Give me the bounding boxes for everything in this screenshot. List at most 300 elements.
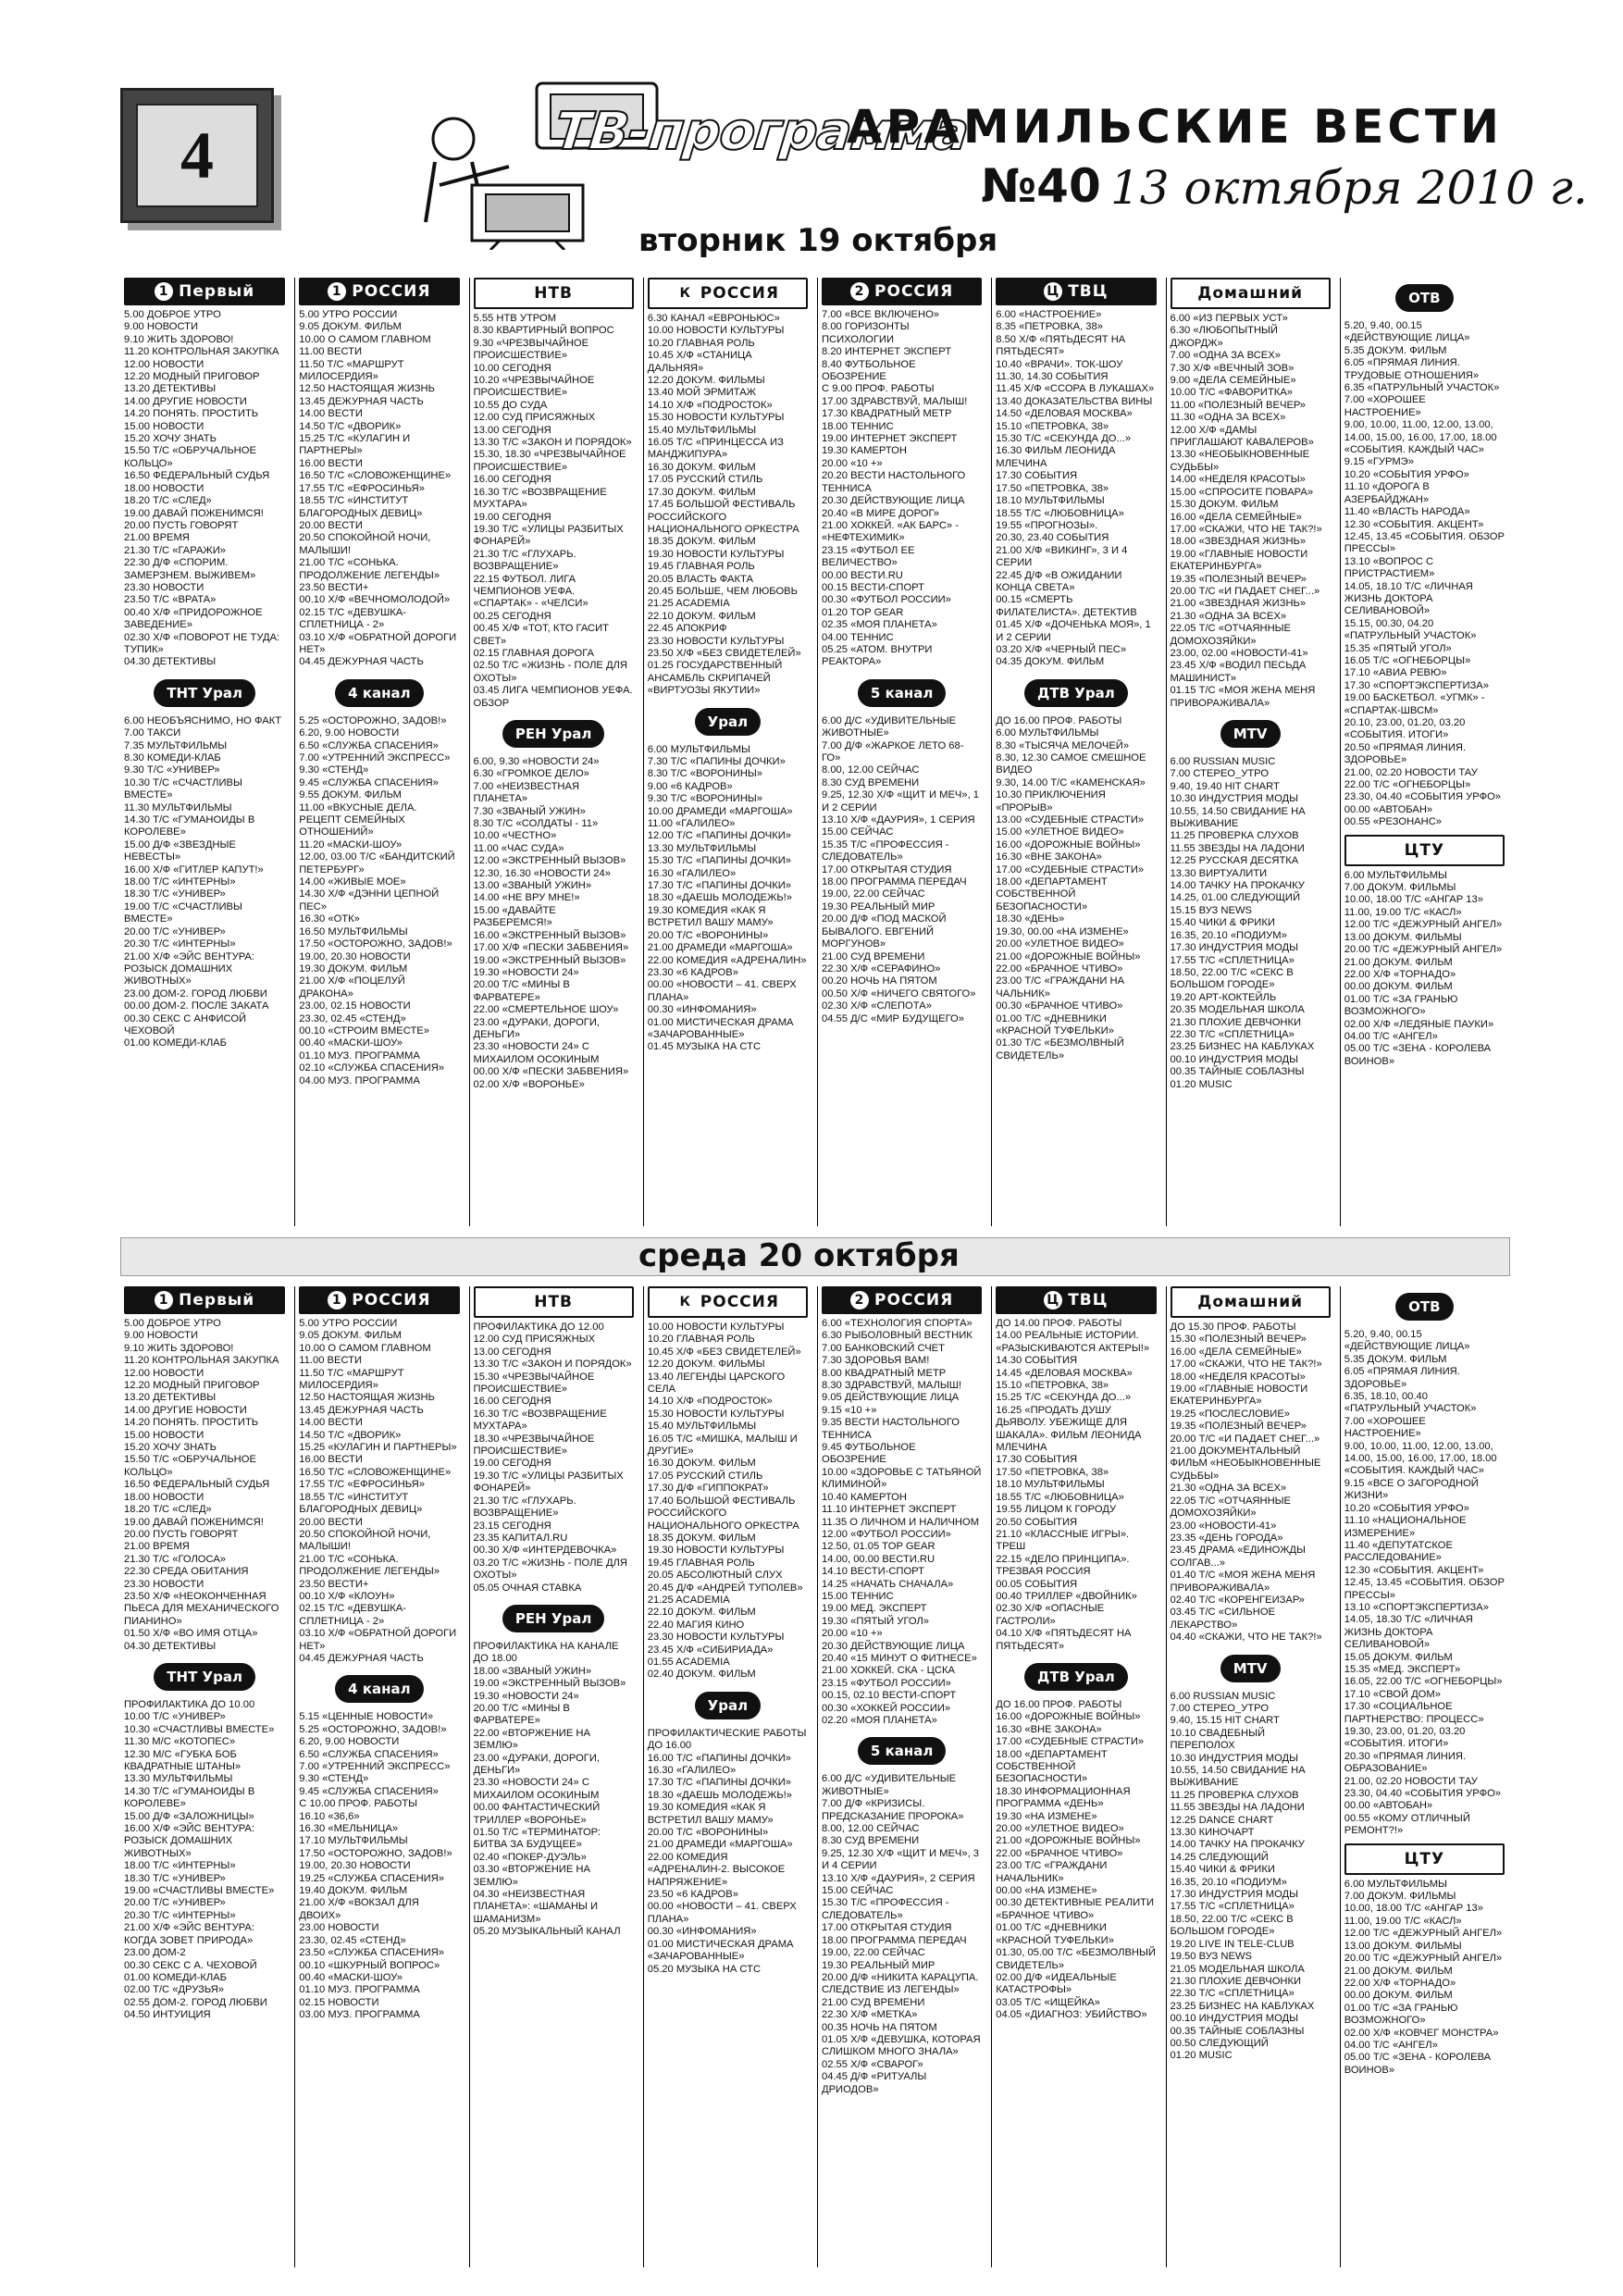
program-item: 05.25 «АТОМ. ВНУТРИ РЕАКТОРА» [822, 643, 933, 668]
program-item: 04.00 МУЗ. ПРОГРАММА [299, 1074, 420, 1086]
program-item: 02.30 Х/Ф «ОПАСНЫЕ ГАСТРОЛИ» [996, 1603, 1105, 1627]
program-item: 23.30 «НОВОСТИ 24» С МИХАИЛОМ ОСОКИНЫМ [473, 1041, 600, 1065]
channel-header [474, 1286, 634, 1318]
program-item: 20.00 Т/С «УНИВЕР» [124, 1897, 226, 1909]
program-list [996, 1699, 1156, 2022]
day-title-tuesday: вторник 19 октября [638, 222, 998, 259]
program-item: 12.00 Т/С «ДЕЖУРНЫЙ АНГЕЛ» [1344, 1928, 1503, 1940]
program-item: 14.20 ПОНЯТЬ. ПРОСТИТЬ [124, 1417, 259, 1429]
program-item: 16.30 Т/С «ВОЗВРАЩЕНИЕ МУХТАРА» [473, 486, 607, 511]
program-item: 16.30 «ГАЛИЛЕО» [647, 1765, 737, 1776]
program-item: 10.30 Т/С «СЧАСТЛИВЫ ВМЕСТЕ» [124, 776, 242, 801]
program-item: 19.00, 20.30 НОВОСТИ [299, 950, 411, 962]
program-item: 23.30 «6 КАДРОВ» [647, 966, 738, 978]
channel-column [991, 278, 1159, 1226]
program-item: 13.20 ДЕТЕКТИВЫ [124, 383, 217, 395]
program-item: 5.55 НТВ УТРОМ [473, 313, 557, 324]
program-item: 11.00 «ВКУСНЫЕ ДЕЛА. РЕЦЕПТ СЕМЕЙНЫХ ОТНОШЕНИЙ» [299, 801, 417, 838]
program-list [648, 744, 808, 1054]
program-item: 19.20 АРТ-КОКТЕЙЛЬ [1170, 991, 1277, 1003]
program-item: 17.30 СОБЫТИЯ [996, 470, 1078, 482]
program-item: 21.30 Т/С «ГАРАЖИ» [124, 544, 226, 556]
program-item: 14.05, 18.30 Т/С «ЛИЧНАЯ ЖИЗНЬ ДОКТОРА СЕЛИВАНОВОЙ» [1344, 1614, 1473, 1651]
program-item: 21.05 МОДЕЛЬНАЯ ШКОЛА [1170, 1963, 1305, 1975]
program-item: 01.55 ACADEMIA [647, 1656, 730, 1668]
program-item: 15.30 ДОКУМ. ФИЛЬМ [1170, 499, 1279, 511]
channel-block [648, 278, 808, 698]
program-item: 14.30 Х/Ф «ДЭННИ ЦЕПНОЙ ПЕС» [299, 888, 440, 912]
program-item: 14.00 «НЕДЕЛЯ КРАСОТЫ» [1170, 474, 1306, 486]
program-item: 19.40 ДОКУМ. ФИЛЬМ [299, 1885, 408, 1897]
program-item: 23.15 «ФУТБОЛ ЕЕ ВЕЛИЧЕСТВО» [822, 544, 915, 569]
program-item: 16.00 «ДЕЛА СЕМЕЙНЫЕ» [1170, 1346, 1302, 1358]
channel-column [1166, 278, 1334, 1226]
program-item: 13.45 ДЕЖУРНАЯ ЧАСТЬ [299, 1404, 424, 1416]
program-item: 11.55 ЗВЕЗДЫ НА ЛАДОНИ [1170, 1802, 1305, 1814]
program-item: 12.20 ДОКУМ. ФИЛЬМЫ [647, 1359, 765, 1371]
program-item: 14.25, 01.00 СЛЕДУЮЩИЙ [1170, 892, 1301, 904]
program-item: 00.15, 02.10 ВЕСТИ-СПОРТ [822, 1690, 957, 1702]
program-item: 16.30 ДОКУМ. ФИЛЬМ [647, 1458, 756, 1470]
program-item: 00.00 ДОМ-2. ПОСЛЕ ЗАКАТА [124, 1000, 269, 1012]
program-item: 23.00 ДОМ-2 [124, 1947, 186, 1959]
program-item: 16.00 ВЕСТИ [299, 457, 363, 469]
program-item: 12.00, 03.00 Т/С «БАНДИТСКИЙ ПЕТЕРБУРГ» [299, 851, 455, 875]
program-item: 7.00 «ХОРОШЕЕ НАСТРОЕНИЕ» [1344, 394, 1426, 418]
program-item: 15.00 Д/Ф «ЗАЛОЖНИЦЫ» [124, 1810, 254, 1822]
program-item: 02.30 Х/Ф «ПОВОРОТ НЕ ТУДА: ТУПИК» [124, 631, 280, 655]
program-item: 23.30, 02.45 «СТЕНД» [299, 1934, 406, 1946]
program-item: 13.30 Т/С «ЗАКОН И ПОРЯДОК» [473, 1359, 632, 1371]
program-item: 01.05 Х/Ф «ДЕВУШКА, КОТОРАЯ СЛИШКОМ МНОГО ЗНАЛА» [822, 2033, 981, 2058]
program-item: 21.30 ПЛОХИЕ ДЕВЧОНКИ [1170, 1975, 1302, 1987]
channel-block [124, 1658, 285, 2022]
program-item: 02.50 Т/С «ЖИЗНЬ - ПОЛЕ ДЛЯ ОХОТЫ» [473, 660, 627, 684]
channel-name: РОССИЯ [874, 1291, 954, 1309]
program-item: 23.00 «ДУРАКИ, ДОРОГИ, ДЕНЬГИ» [473, 1752, 600, 1776]
channel-logo [822, 675, 982, 712]
program-item: 21.10 «КЛАССНЫЕ ИГРЫ». ТРЕШ [996, 1528, 1130, 1553]
program-item: 05.20 МУЗЫКА НА СТС [647, 1963, 762, 1975]
program-item: 18.30 ИНФОРМАЦИОННАЯ ПРОГРАММА «ДЕНЬ» [996, 1785, 1131, 1810]
listing-grid-tuesday [120, 278, 1508, 1226]
program-item: 10.30 ПРИКЛЮЧЕНИЯ «ПРОРЫВ» [996, 789, 1106, 813]
program-item: 22.00 Х/Ф «ТОРНАДО» [1344, 1977, 1456, 1989]
program-item: 01.30, 05.00 Т/С «БЕЗМОЛВНЫЙ СВИДЕТЕЛЬ» [996, 1947, 1156, 1971]
program-item: 18.55 Т/С «ЛЮБОВНИЦА» [996, 507, 1124, 519]
program-item: 21.00 Х/Ф «ЭЙС ВЕНТУРА: РОЗЫСК ДОМАШНИХ ЖИВОТНЫХ» [124, 950, 255, 987]
program-item: 00.40 ТРИЛЛЕР «ДВОЙНИК» [996, 1590, 1137, 1602]
program-item: 04.00 Т/С «АНГЕЛ» [1344, 2039, 1438, 2051]
program-item: 02.55 Х/Ф «СВАРОГ» [822, 2058, 923, 2070]
program-item: 11.40 «ВЛАСТЬ НАРОДА» [1344, 506, 1470, 518]
program-item: 00.30 Х/Ф «ИНТЕРДЕВОЧКА» [473, 1545, 617, 1557]
program-item: 19.25 «СЛУЖБА СПАСЕНИЯ» [299, 1872, 445, 1884]
channel-name: ТВЦ [1068, 1291, 1109, 1309]
program-list [1171, 313, 1331, 710]
program-item: 15.00 ТЕННИС [822, 1590, 894, 1602]
program-item: 9.40, 15.15 HIT CHART [1170, 1715, 1280, 1727]
program-item: 10.40 КАМЕРТОН [822, 1491, 907, 1503]
channel-column [643, 1286, 812, 2267]
program-item: 17.55 Т/С «СПЛЕТНИЦА» [1170, 1901, 1295, 1913]
channel-name: ДТВ Урал [1024, 679, 1128, 707]
program-item: 13.30 «НЕОБЫКНОВЕННЫЕ СУДЬБЫ» [1170, 449, 1310, 473]
program-item: 20.30 ДЕЙСТВУЮЩИЕ ЛИЦА [822, 1640, 965, 1652]
program-item: 8.30 Т/С «ВОРОНИНЫ» [647, 768, 763, 780]
channel-badge: К [676, 1293, 695, 1311]
program-item: 6.50 «СЛУЖБА СПАСЕНИЯ» [299, 1748, 439, 1760]
program-item: 19.30 «ПЯТЫЙ УГОЛ» [822, 1615, 930, 1627]
program-item: 18.00 ПРОГРАММА ПЕРЕДАЧ [822, 1934, 967, 1946]
program-item: 21.00 ДРАМЕДИ «МАРГОША» [647, 942, 793, 954]
program-list [648, 313, 808, 698]
program-item: 7.00 «УТРЕННИЙ ЭКСПРЕСС» [299, 752, 451, 763]
program-item: 23.15 «ФУТБОЛ РОССИИ» [822, 1677, 951, 1689]
program-item: 17.55 Т/С «ЕФРОСИНЬЯ» [299, 1479, 425, 1491]
program-item: 14.30 СОБЫТИЯ [996, 1355, 1078, 1367]
program-item: 6.00 МУЛЬТФИЛЬМЫ [647, 743, 750, 755]
program-item: 7.00 ТАКСИ [124, 727, 181, 739]
program-item: 15.35 «МЕД. ЭКСПЕРТ» [1344, 1663, 1461, 1675]
channel-name: Урал [695, 708, 761, 736]
program-item: 21.30 Т/С «ГОЛОСА» [124, 1553, 227, 1565]
program-item: 18.30 «ДАЕШЬ МОЛОДЕЖЬ!» [647, 1789, 793, 1801]
program-item: 7.00 «ВСЕ ВКЛЮЧЕНО» [822, 309, 940, 320]
channel-block [1344, 1843, 1505, 2078]
program-item: 13.00 СЕГОДНЯ [473, 1346, 551, 1358]
program-item: 21.00 Х/Ф «ВИКИНГ», 3 И 4 СЕРИИ [996, 544, 1128, 569]
channel-header [474, 278, 634, 309]
program-item: 14.00 ВЕСТИ [299, 1417, 363, 1429]
channel-block [474, 1600, 634, 1939]
page-number-box [120, 88, 274, 223]
program-item: 03.20 Т/С «ЖИЗНЬ - ПОЛЕ ДЛЯ ОХОТЫ» [473, 1557, 627, 1582]
program-item: 19.00 СЕГОДНЯ [473, 511, 551, 523]
program-item: 18.30 «ДЕНЬ» [996, 913, 1065, 925]
program-item: 01.10 МУЗ. ПРОГРАММА [299, 1984, 420, 1996]
program-item: 12.00 СУД ПРИСЯЖНЫХ [473, 412, 596, 424]
program-item: 11.20 «МАСКИ-ШОУ» [299, 838, 403, 850]
program-item: 11.00 «ГАЛИЛЕО» [647, 818, 736, 830]
program-item: 20.05 ВЛАСТЬ ФАКТА [647, 573, 753, 585]
program-item: 19.30 РЕАЛЬНЫЙ МИР [822, 900, 935, 912]
program-item: 23.30 НОВОСТИ КУЛЬТУРЫ [647, 635, 785, 647]
program-item: 14.00 «ЖИВЫЕ МОЕ» [299, 876, 406, 888]
program-item: 8.00 ГОРИЗОНТЫ ПСИХОЛОГИИ [822, 321, 910, 345]
program-item: 21.30 Т/С «ГЛУХАРЬ. ВОЗВРАЩЕНИЕ» [473, 548, 576, 573]
program-item: 8.30 Т/С «СОЛДАТЫ - 11» [473, 818, 599, 830]
program-item: 15.00 Д/Ф «ЗВЕЗДНЫЕ НЕВЕСТЫ» [124, 838, 236, 863]
program-list [124, 1699, 285, 2022]
program-item: 15.00 НОВОСТИ [124, 420, 204, 432]
program-item: 23.50 Х/Ф «НЕОКОНЧЕННАЯ ПЬЕСА ДЛЯ МЕХАНИЧЕСКОГО ПИАНИНО» [124, 1590, 279, 1627]
program-item: 16.30 ФИЛЬМ ЛЕОНИДА МЛЕЧИНА [996, 445, 1116, 469]
program-item: 5.20, 9.40, 00.15 «ДЕЙСТВУЮЩИЕ ЛИЦА» [1344, 320, 1470, 344]
program-item: 15.15 ВУЗ NEWS [1170, 904, 1252, 916]
channel-column [817, 278, 985, 1226]
program-item: 7.00 СТЕРЕО_УТРО [1170, 768, 1270, 780]
program-item: 16.00 СЕГОДНЯ [473, 1396, 551, 1408]
program-item: 9.10 ЖИТЬ ЗДОРОВО! [124, 1342, 234, 1354]
program-item: 16.30 «ГАЛИЛЕО» [647, 867, 737, 879]
program-item: 15.00 «ДАВАЙТЕ РАЗБЕРЕМСЯ!» [473, 904, 556, 929]
program-item: 17.30 Т/С «ПАПИНЫ ДОЧКИ» [647, 880, 792, 892]
program-item: 00.05 СОБЫТИЯ [996, 1578, 1078, 1590]
program-item: 19.00 СЕГОДНЯ [473, 1458, 551, 1470]
program-item: 17.40 БОЛЬШОЙ ФЕСТИВАЛЬ РОССИЙСКОГО НАЦИОНАЛЬНОГО ОРКЕСТРА [647, 1495, 799, 1532]
program-item: 02.55 ДОМ-2. ГОРОД ЛЮБВИ [124, 1996, 267, 2008]
program-item: 10.20 «СОБЫТИЯ УРФО» [1344, 468, 1469, 480]
program-item: 6.05 «ПРЯМАЯ ЛИНИЯ. ЗДОРОВЬЕ» [1344, 1366, 1460, 1390]
program-item: 17.30 ДОКУМ. ФИЛЬМ [647, 486, 756, 498]
program-item: 22.10 ДОКУМ. ФИЛЬМ [647, 610, 756, 622]
program-item: 8.30, 12.30 САМОЕ СМЕШНОЕ ВИДЕО [996, 752, 1146, 776]
program-item: 04.35 ДОКУМ. ФИЛЬМ [996, 656, 1105, 668]
program-item: 6.00 RUSSIAN MUSIC [1170, 756, 1276, 767]
program-item: 5.35 ДОКУМ. ФИЛЬМ [1344, 344, 1447, 356]
program-list [1171, 1322, 1331, 1644]
program-item: 20.50 СПОКОЙНОЙ НОЧИ, МАЛЫШИ! [299, 532, 431, 556]
program-item: 00.35 ТАЙНЫЕ СОБЛАЗНЫ [1170, 1066, 1305, 1078]
program-item: 9.00 НОВОСТИ [124, 1330, 199, 1342]
program-item: 14.10 Х/Ф «ПОДРОСТОК» [647, 399, 773, 411]
program-item: 10.20 ГЛАВНАЯ РОЛЬ [647, 337, 755, 349]
channel-column [294, 1286, 463, 2267]
program-item: 22.30 Т/С «СПЛЕТНИЦА» [1170, 1988, 1295, 2000]
channel-badge: К [676, 284, 695, 303]
program-item: 14.00 ВЕСТИ [299, 408, 363, 420]
program-item: 00.00 ВЕСТИ.RU [822, 569, 903, 581]
program-item: 6.35 «ПАТРУЛЬНЫЙ УЧАСТОК» [1344, 382, 1500, 394]
program-item: 15.10 «ПЕТРОВКА, 38» [996, 420, 1109, 432]
program-item: 01.50 Х/Ф «ВО ИМЯ ОТЦА» [124, 1628, 258, 1640]
channel-column [120, 278, 289, 1226]
program-item: 04.55 Д/С «МИР БУДУЩЕГО» [822, 1012, 964, 1024]
channel-block [474, 1286, 634, 1595]
program-item: 00.35 НОЧЬ НА ПЯТОМ [822, 2021, 937, 2033]
program-item: 20.50 «ПРЯМАЯ ЛИНИЯ. ЗДОРОВЬЕ» [1344, 741, 1467, 766]
program-item: 14.00 «НЕ ВРУ МНЕ!» [473, 892, 580, 904]
program-item: 6.20, 9.00 НОВОСТИ [299, 727, 400, 739]
channel-column [1340, 278, 1508, 1226]
program-item: 20.30 ДЕЙСТВУЮЩИЕ ЛИЦА [822, 495, 965, 507]
program-item: 02.15 ГЛАВНАЯ ДОРОГА [473, 647, 594, 659]
program-item: 00.30 СЕКС С АНФИСОЙ ЧЕХОВОЙ [124, 1012, 247, 1036]
program-item: 18.00 «ЗВАНЫЙ УЖИН» [473, 1665, 592, 1677]
channel-name: ДТВ Урал [1024, 1663, 1128, 1691]
program-item: 18.10 МУЛЬТФИЛЬМЫ [996, 1479, 1105, 1491]
program-item: 14.00 ДРУГИЕ НОВОСТИ [124, 1404, 247, 1416]
program-item: 00.10 «СТРОИМ ВМЕСТЕ» [299, 1024, 429, 1036]
program-item: 05.20 МУЗЫКАЛЬНЫЙ КАНАЛ [473, 1926, 621, 1938]
program-item: 15.05 ДОКУМ. ФИЛЬМ [1344, 1651, 1453, 1663]
program-item: 02.00 Х/Ф «ЛЕДЯНЫЕ ПАУКИ» [1344, 1018, 1494, 1030]
program-item: 00.00 ДОКУМ. ФИЛЬМ [1344, 1990, 1453, 2002]
program-item: 20.00 ПУСТЬ ГОВОРЯТ [124, 1528, 239, 1540]
program-item: 5.15 «ЦЕННЫЕ НОВОСТИ» [299, 1711, 434, 1723]
program-item: 10.10 СВАДЕБНЫЙ ПЕРЕПОЛОХ [1170, 1727, 1266, 1752]
program-item: 01.10 МУЗ. ПРОГРАММА [299, 1049, 420, 1061]
program-item: 18.35 ДОКУМ. ФИЛЬМ [647, 536, 756, 548]
channel-logo [124, 675, 285, 712]
program-item: 16.00 Х/Ф «ЭЙС ВЕНТУРА: РОЗЫСК ДОМАШНИХ ЖИВОТНЫХ» [124, 1823, 255, 1859]
program-item: 19.00, 22.00 СЕЙЧАС [822, 888, 925, 900]
program-item: 21.00 ВРЕМЯ [124, 532, 190, 544]
program-item: 21.00 СУД ВРЕМЕНИ [822, 950, 925, 962]
program-item: 21.00, 02.20 НОВОСТИ ТАУ [1344, 766, 1478, 778]
program-item: 00.00 «НОВОСТИ – 41. СВЕРХ ПЛАНА» [647, 979, 797, 1003]
program-item: 11.10 «ДОРОГА В АЗЕРБАЙДЖАН» [1344, 481, 1430, 505]
program-item: 23.30, 02.45 «СТЕНД» [299, 1012, 406, 1024]
channel-block [648, 1687, 808, 1976]
channel-badge: Ц [1044, 1291, 1062, 1309]
program-item: 00.45 Х/Ф «ТОТ, КТО ГАСИТ СВЕТ» [473, 623, 609, 647]
program-item: 21.00 СУД ВРЕМЕНИ [822, 1996, 925, 2008]
program-item: 00.15 «СМЕРТЬ ФИЛАТЕЛИСТА». ДЕТЕКТИВ [996, 594, 1137, 618]
program-item: 17.50 «ПЕТРОВКА, 38» [996, 1466, 1109, 1478]
program-item: 9.15 «ВСЕ О ЗАГОРОДНОЙ ЖИЗНИ» [1344, 1477, 1479, 1502]
program-item: 8.30 «ТЫСЯЧА МЕЛОЧЕЙ» [996, 739, 1130, 751]
program-item: 23.50 ВЕСТИ+ [299, 1578, 369, 1590]
program-list [474, 1322, 634, 1595]
program-item: 9.05 ДОКУМ. ФИЛЬМ [299, 1330, 402, 1342]
channel-name: НТВ [534, 1293, 574, 1311]
program-item: 14.00 РЕАЛЬНЫЕ ИСТОРИИ. «РАЗЫСКИВАЮТСЯ АКТЕРЫ!» [996, 1330, 1150, 1354]
program-item: 17.00 ЗДРАВСТВУЙ, МАЛЫШ! [822, 395, 968, 407]
channel-header [996, 1286, 1156, 1314]
channel-name: РОССИЯ [700, 1293, 779, 1311]
program-item: 14.00 ДРУГИЕ НОВОСТИ [124, 395, 247, 407]
program-item: 17.00 Х/Ф «ПЕСКИ ЗАБВЕНИЯ» [473, 942, 629, 954]
program-item: 20.00 «10 +» [822, 457, 883, 469]
program-item: 02.35 «МОЯ ПЛАНЕТА» [822, 619, 937, 631]
issue-number: №40 [981, 159, 1101, 213]
program-item: 15.35 «ПЯТЫЙ УГОЛ» [1344, 642, 1452, 654]
section-title: ТВ-программа [551, 102, 972, 162]
program-item: 10.40 «ВРАЧИ». ТОК-ШОУ [996, 358, 1123, 370]
program-item: 13.40 МОЙ ЭРМИТАЖ [647, 387, 757, 399]
program-item: 19.30 «НОВОСТИ 24» [473, 966, 579, 978]
program-list [1171, 1691, 1331, 2063]
channel-name: ТВЦ [1068, 282, 1109, 301]
program-item: 23.00 «ДУРАКИ, ДОРОГИ, ДЕНЬГИ» [473, 1016, 600, 1040]
program-item: 13.30 МУЛЬТФИЛЬМЫ [647, 842, 757, 854]
program-item: 17.55 Т/С «СПЛЕТНИЦА» [1170, 954, 1295, 966]
program-item: 23.45 Х/Ф «СИБИРИАДА» [647, 1644, 774, 1656]
program-list [1344, 1879, 1505, 2078]
program-item: 00.10 ИНДУСТРИЯ МОДЫ [1170, 1053, 1299, 1065]
program-item: 19.30 НОВОСТИ КУЛЬТУРЫ [647, 1545, 785, 1557]
program-item: 23.00 Т/С «ГРАЖДАНИ НА ЧАЛЬНИК» [996, 975, 1125, 999]
program-item: 02.20 «МОЯ ПЛАНЕТА» [822, 1715, 937, 1726]
program-item: 23.30 «НОВОСТИ 24» С МИХАИЛОМ ОСОКИНЫМ [473, 1777, 600, 1801]
program-item: 16.50 ФЕДЕРАЛЬНЫЙ СУДЬЯ [124, 470, 270, 482]
program-item: 17.30 КВАДРАТНЫЙ МЕТР [822, 408, 952, 420]
program-item: 23.00 «НОВОСТИ-41» [1170, 1520, 1277, 1532]
channel-name: Домашний [1197, 1293, 1304, 1311]
program-item: 21.00 ХОККЕЙ. «АК БАРС» - «НЕФТЕХИМИК» [822, 519, 959, 544]
program-item: 00.00 ДОКУМ. ФИЛЬМ [1344, 981, 1453, 993]
program-item: 05.00 Т/С «ЗЕНА - КОРОЛЕВА ВОИНОВ» [1344, 1043, 1492, 1067]
channel-block [1171, 1650, 1331, 2063]
program-item: 9.25, 12.30 Х/Ф «ЩИТ И МЕЧ», 1 И 2 СЕРИИ [822, 789, 980, 813]
program-item: 23.30, 04.40 «СОБЫТИЯ УРФО» [1344, 791, 1502, 803]
program-item: 9.30 «СТЕНД» [299, 1773, 369, 1785]
program-item: 9.30 «ЧРЕЗВЫЧАЙНОЕ ПРОИСШЕСТВИЕ» [473, 337, 589, 362]
program-item: 20.00 Т/С «МИНЫ В ФАРВАТЕРЕ» [473, 1702, 570, 1727]
program-item: 17.00 «СУДЕБНЫЕ СТРАСТИ» [996, 863, 1145, 875]
program-item: 6.30 РЫБОЛОВНЫЙ ВЕСТНИК [822, 1330, 973, 1342]
program-item: 13.00 «ЗВАНЫЙ УЖИН» [473, 880, 592, 892]
program-item: 8.30 ЗДРАВСТВУЙ, МАЛЫШ! [822, 1380, 962, 1392]
program-item: 10.20 ГЛАВНАЯ РОЛЬ [647, 1334, 755, 1346]
program-item: 13.00 «СУДЕБНЫЕ СТРАСТИ» [996, 814, 1145, 826]
program-item: 10.00 О САМОМ ГЛАВНОМ [299, 1342, 431, 1354]
program-item: 16.35, 20.10 «ПОДИУМ» [1170, 1876, 1287, 1888]
program-item: 5.20, 9.40, 00.15 «ДЕЙСТВУЮЩИЕ ЛИЦА» [1344, 1329, 1470, 1353]
program-item: 20.00 Т/С «И ПАДАЕТ СНЕГ...» [1170, 585, 1320, 597]
channel-column [294, 278, 463, 1226]
program-item: 15.00 «УЛЕТНОЕ ВИДЕО» [996, 826, 1124, 838]
program-item: 05.05 ОЧНАЯ СТАВКА [473, 1582, 582, 1594]
program-item: 00.30 СЕКС С А. ЧЕХОВОЙ [124, 1959, 257, 1971]
program-item: 04.30 ДЕТЕКТИВЫ [124, 656, 217, 668]
program-list [822, 715, 982, 1025]
program-item: 20.00 Т/С «ДЕЖУРНЫЙ АНГЕЛ» [1344, 1953, 1503, 1965]
channel-badge: Ц [1044, 282, 1062, 301]
program-item: 11.30 М/С «КОТОПЕС» [124, 1736, 236, 1748]
channel-header [124, 278, 285, 305]
channel-block [996, 278, 1156, 669]
program-item: 15.40 ЧИКИ & ФРИКИ [1170, 917, 1275, 929]
program-item: 6.05 «ПРЯМАЯ ЛИНИЯ. ТРУДОВЫЕ ОТНОШЕНИЯ» [1344, 357, 1480, 381]
program-item: 11.00 ВЕСТИ [299, 1355, 363, 1367]
program-item: 17.50 «ОСТОРОЖНО, ЗАДОВ!» [299, 1847, 452, 1859]
program-item: 01.00 Т/С «ДНЕВНИКИ «КРАСНОЙ ТУФЕЛЬКИ» [996, 1012, 1114, 1036]
program-item: 11.00 ВЕСТИ [299, 346, 363, 358]
program-item: 19.30 НОВОСТИ КУЛЬТУРЫ [647, 548, 785, 560]
program-item: 20.30, 23.40 СОБЫТИЯ [996, 532, 1109, 544]
program-item: 10.55 ДО СУДА [473, 399, 548, 411]
program-list [299, 1318, 459, 1665]
program-item: 6.00 «ТЕХНОЛОГИЯ СПОРТА» [822, 1318, 973, 1329]
program-item: 16.00 ВЕСТИ [299, 1454, 363, 1466]
program-list [648, 1322, 808, 1682]
channel-block [996, 1286, 1156, 1653]
program-item: 8.30 СУД ВРЕМЕНИ [822, 1835, 920, 1847]
program-item: 6.50 «СЛУЖБА СПАСЕНИЯ» [299, 739, 439, 751]
program-item: 13.30 ВИРТУАЛИТИ [1170, 867, 1268, 879]
channel-header [1344, 1843, 1505, 1875]
program-item: ДО 16.00 ПРОФ. РАБОТЫ [996, 714, 1122, 726]
program-item: 8.20 ИНТЕРНЕТ ЭКСПЕРТ [822, 346, 952, 358]
program-item: 14.20 ПОНЯТЬ. ПРОСТИТЬ [124, 408, 259, 420]
program-item: 6.00 Д/С «УДИВИТЕЛЬНЫЕ ЖИВОТНЫЕ» [822, 1773, 957, 1797]
program-item: 7.00 Д/Ф «ЖАРКОЕ ЛЕТО 68-ГО» [822, 739, 964, 763]
program-item: 13.30 КИНОЧАРТ [1170, 1827, 1255, 1839]
program-item: 17.00 ОТКРЫТАЯ СТУДИЯ [822, 863, 952, 875]
program-item: 21.00 ДОКУМЕНТАЛЬНЫЙ ФИЛЬМ «НЕОБЫКНОВЕННЫЕ СУДЬБЫ» [1170, 1446, 1321, 1482]
program-item: 19.35 «ПОЛЕЗНЫЙ ВЕЧЕР» [1170, 573, 1307, 585]
program-item: 01.00 КОМЕДИ-КЛАБ [124, 1037, 227, 1049]
channel-name: MTV [1220, 1655, 1281, 1682]
program-item: 19.45 ГЛАВНАЯ РОЛЬ [647, 561, 755, 573]
channel-name: Первый [179, 282, 255, 301]
program-item: 9.00, 10.00, 11.00, 12.00, 13.00, 14.00, 15.00, 16.00, 17.00, 18.00 «СОБЫТИЯ. КАЖДЫЙ ЧАС» [1344, 1440, 1497, 1477]
program-item: 15.30, 18.30 «ЧРЕЗВЫЧАЙНОЕ ПРОИСШЕСТВИЕ» [473, 449, 626, 473]
issue-date: 13 октября 2010 г. [1110, 161, 1588, 215]
